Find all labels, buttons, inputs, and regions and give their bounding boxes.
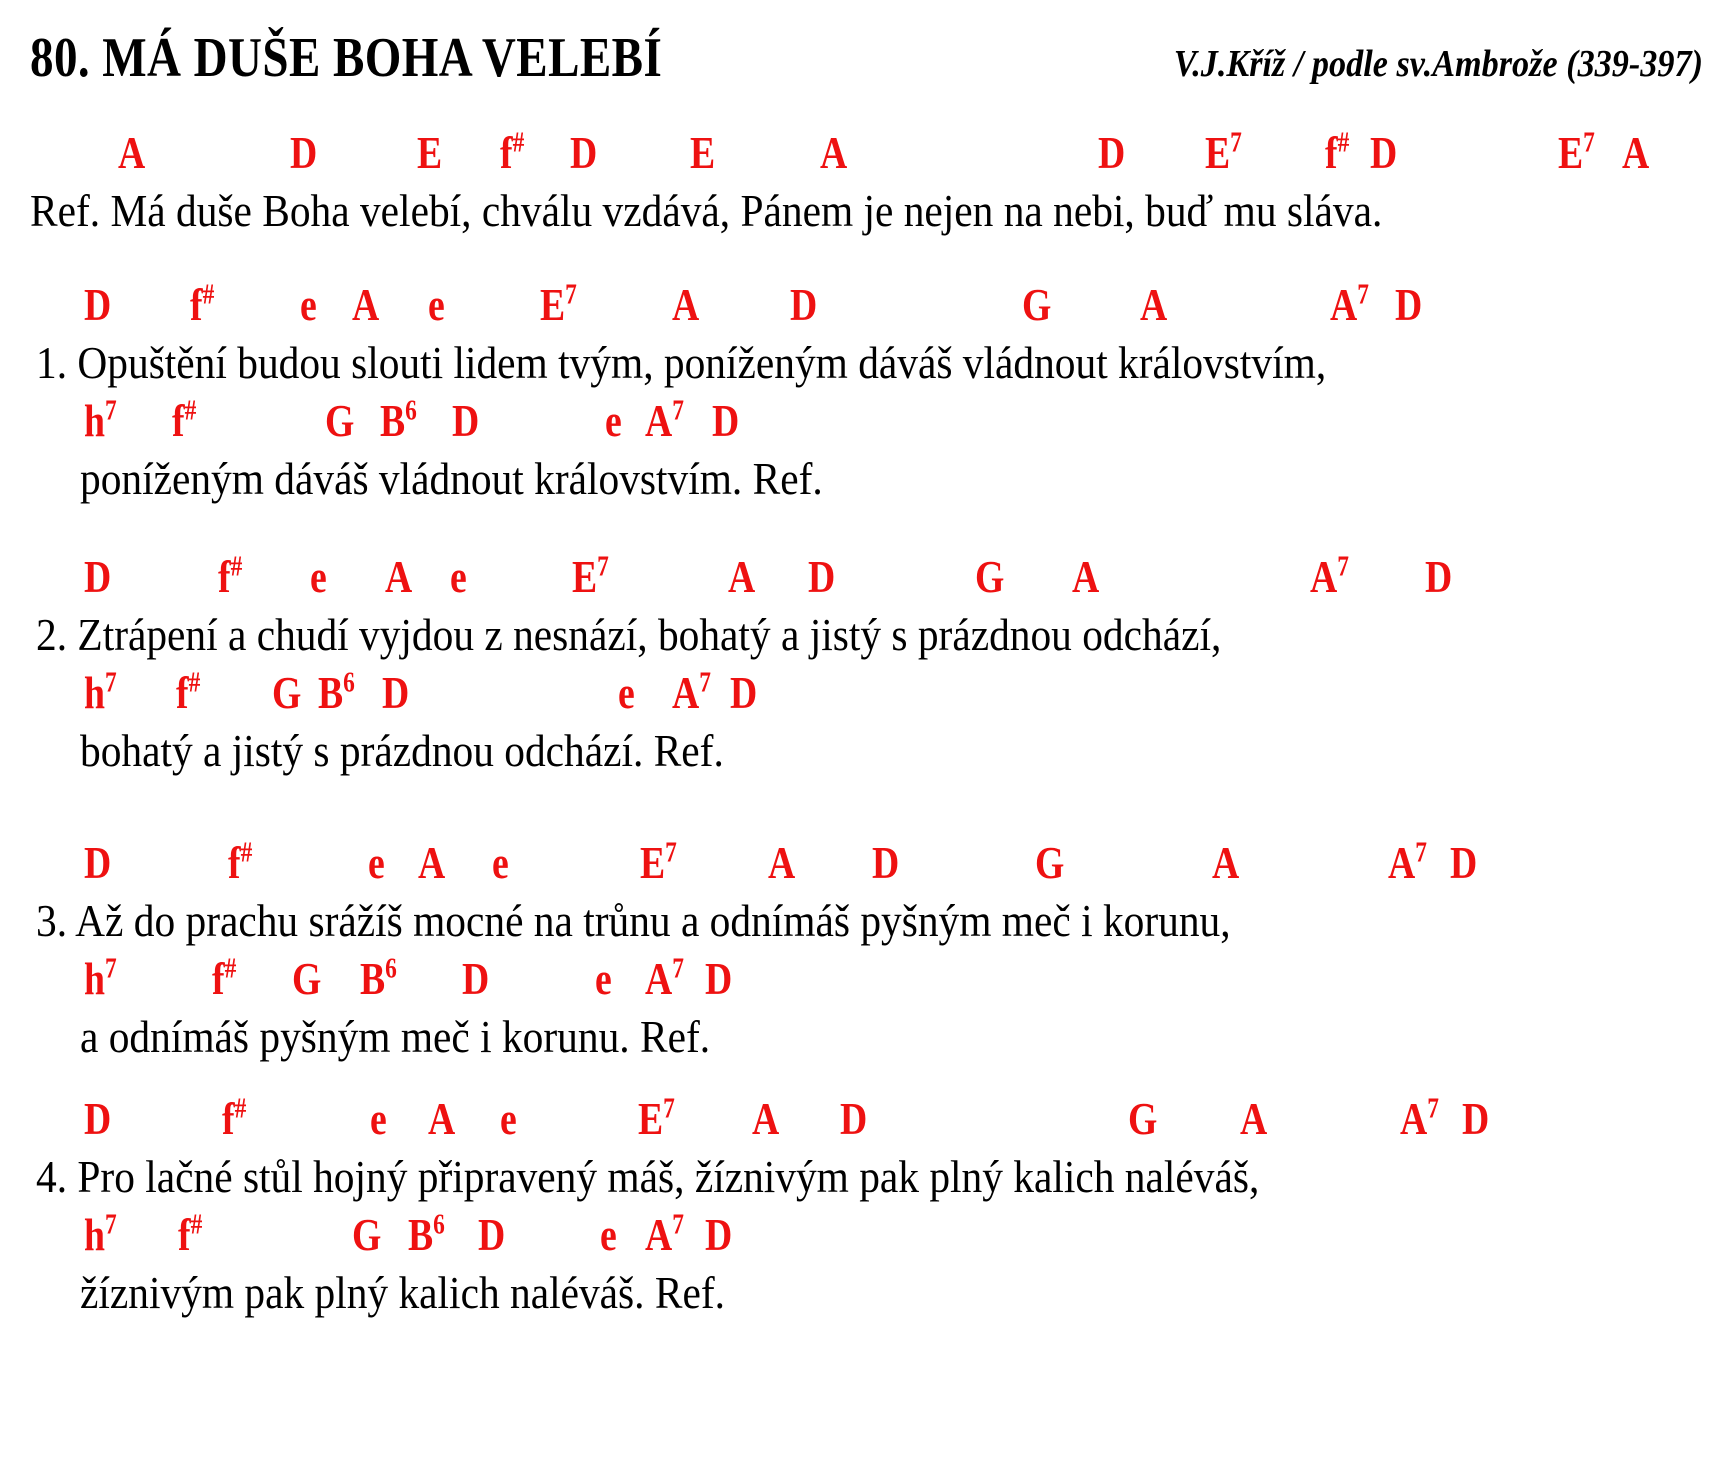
chord-extension: 7 [104,953,117,985]
chord-sharp-icon: # [240,837,253,869]
verse-1-b-chord-7 [712,395,740,446]
chord-sharp-icon: # [1337,127,1350,159]
verse-1-b-chord-1 [172,395,197,446]
verse-2-b-chord-1 [176,667,201,718]
verse-1-a-chord-11 [1395,279,1423,330]
chord-extension: 7 [1230,127,1242,159]
verse-3-a-chord-1 [228,837,253,888]
chord-root: f [172,395,185,446]
verse-1-a-chord-8 [1022,279,1052,330]
verse-1-a-chord-1 [190,279,215,330]
chord-extension: 7 [104,667,117,699]
chord-root: h [84,667,105,718]
verse-4-a-chord-9 [1240,1093,1268,1144]
chord-root: A [1240,1093,1268,1144]
chord-root: G [1022,279,1052,330]
verse-4-b-chord-6 [645,1209,684,1260]
verse-3-b-chord-3 [360,953,397,1004]
refrain-chord-6 [820,127,848,178]
verse-1-a-chord-4 [428,279,445,330]
verse-2-a-chord-8 [975,551,1005,602]
chord-root: D [840,1093,868,1144]
verse-1-a-chord-0 [84,279,112,330]
verse-3-a-chord-10 [1388,837,1427,888]
chord-root: E [540,279,566,330]
verse-4-lyric-line-a [0,1142,1733,1200]
refrain-chord-3 [500,127,525,178]
verse-3-a-chord-3 [418,837,446,888]
verse-1-a-chord-2 [300,279,317,330]
verse-4-block [0,1084,1733,1316]
verse-2-a-chord-11 [1425,551,1453,602]
verse-3-a-chord-5 [640,837,677,888]
verse-1-a-chord-10 [1330,279,1369,330]
chord-root: A [1622,127,1650,178]
chord-root: e [595,953,612,1004]
chord-extension: 7 [104,1209,117,1241]
chord-root: e [300,279,317,330]
chord-extension: 7 [1337,551,1349,583]
page-header [0,26,1733,96]
verse-2-a-chord-4 [450,551,467,602]
chord-root: G [1035,837,1065,888]
verse-4-a-chord-5 [638,1093,675,1144]
chord-root: A [428,1093,456,1144]
verse-1-a-chord-6 [672,279,700,330]
chord-extension: 6 [343,667,355,699]
chord-root: G [272,667,302,718]
chord-root: B [408,1209,434,1260]
chord-sharp-icon: # [230,551,243,583]
chord-extension: 6 [405,395,417,427]
verse-2-lyric-a: 2. Ztrápení a chudí vyjdou z nesnází, bohatý a jistý s prázdnou odchází, [36,609,1222,660]
chord-root: f [178,1209,191,1260]
verse-3-block [0,828,1733,1060]
verse-4-a-chord-2 [370,1093,387,1144]
verse-2-b-chord-6 [672,667,711,718]
verse-2-a-chord-10 [1310,551,1349,602]
chord-root: A [118,127,146,178]
chord-root: A [385,551,413,602]
chord-root: B [360,953,386,1004]
verse-3-chord-line-a [0,828,1733,886]
chord-root: D [1462,1093,1490,1144]
refrain-chord-5 [690,127,716,178]
chord-root: f [228,837,241,888]
attribution: V.J.Kříž / podle sv.Ambrože (339-397) [1173,43,1703,85]
verse-3-a-chord-9 [1212,837,1240,888]
verse-4-b-chord-3 [408,1209,445,1260]
chord-sharp-icon: # [224,953,237,985]
verse-2-b-chord-2 [272,667,302,718]
verse-3-lyric-b: a odnímáš pyšným meč i korunu. Ref. [80,1011,711,1062]
verse-4-a-chord-8 [1128,1093,1158,1144]
refrain-chord-4 [570,127,598,178]
chord-root: D [84,837,112,888]
verse-1-b-chord-5 [605,395,622,446]
chord-root: A [418,837,446,888]
refrain-chord-7 [1098,127,1126,178]
verse-3-b-chord-2 [292,953,322,1004]
chord-root: D [872,837,900,888]
verse-1-b-chord-4 [452,395,480,446]
chord-root: A [1330,279,1358,330]
chord-root: h [84,953,105,1004]
verse-4-a-chord-7 [840,1093,868,1144]
chord-root: D [290,127,318,178]
chord-root: D [705,953,733,1004]
refrain-chord-8 [1205,127,1242,178]
chord-extension: 7 [1357,279,1369,311]
chord-root: A [728,551,756,602]
verse-1-a-chord-9 [1140,279,1168,330]
chord-root: E [417,127,443,178]
verse-4-a-chord-6 [752,1093,780,1144]
verse-3-a-chord-4 [492,837,509,888]
chord-root: B [380,395,406,446]
verse-1-b-chord-3 [380,395,417,446]
chord-sharp-icon: # [190,1209,203,1241]
chord-sharp-icon: # [202,279,215,311]
chord-root: D [1450,837,1478,888]
verse-4-a-chord-0 [84,1093,112,1144]
verse-3-chord-line-b [0,944,1733,1002]
chord-root: E [1558,127,1584,178]
refrain-chord-1 [290,127,318,178]
verse-1-b-chord-6 [645,395,684,446]
verse-2-a-chord-3 [385,551,413,602]
verse-2-lyric-b: bohatý a jistý s prázdnou odchází. Ref. [80,725,724,776]
chord-root: A [672,667,700,718]
verse-3-lyric-line-b [0,1002,1733,1060]
chord-root: A [1388,837,1416,888]
chord-root: G [975,551,1005,602]
verse-3-a-chord-2 [368,837,385,888]
chord-sharp-icon: # [184,395,197,427]
verse-3-b-chord-1 [212,953,237,1004]
chord-root: G [292,953,322,1004]
chord-root: D [1395,279,1423,330]
refrain-lyric-line [0,176,1733,234]
chord-root: h [84,395,105,446]
verse-1-a-chord-3 [352,279,380,330]
verse-4-lyric-a: 4. Pro lačné stůl hojný připravený máš, žíznivým pak plný kalich naléváš, [36,1151,1260,1202]
refrain-chord-2 [417,127,443,178]
verse-4-lyric-line-b [0,1258,1733,1316]
verse-1-a-chord-5 [540,279,577,330]
chord-extension: 7 [1583,127,1595,159]
chord-root: D [730,667,758,718]
verse-2-a-chord-2 [310,551,327,602]
refrain-lyric: Ref. Má duše Boha velebí, chválu vzdává, Pánem je nejen na nebi, buď mu sláva. [30,185,1383,236]
verse-3-b-chord-4 [462,953,490,1004]
chord-root: D [1370,127,1398,178]
chord-extension: 7 [597,551,609,583]
refrain-chord-12 [1622,127,1650,178]
chord-root: e [450,551,467,602]
verse-1-b-chord-2 [325,395,355,446]
verse-3-a-chord-8 [1035,837,1065,888]
chord-root: A [645,395,673,446]
chord-root: D [712,395,740,446]
verse-4-b-chord-7 [705,1209,733,1260]
verse-4-a-chord-3 [428,1093,456,1144]
chord-root: e [618,667,635,718]
verse-2-a-chord-1 [218,551,243,602]
chord-root: f [500,127,513,178]
chord-extension: 7 [663,1093,675,1125]
chord-root: D [478,1209,506,1260]
verse-2-chord-line-a [0,542,1733,600]
chord-root: e [428,279,445,330]
chord-root: e [492,837,509,888]
chord-extension: 7 [565,279,577,311]
chord-extension: 7 [672,1209,684,1241]
verse-3-a-chord-7 [872,837,900,888]
chord-root: A [672,279,700,330]
verse-4-chord-line-a [0,1084,1733,1142]
verse-2-lyric-line-b [0,716,1733,774]
verse-4-b-chord-1 [178,1209,203,1260]
chord-root: A [820,127,848,178]
verse-1-lyric-a: 1. Opuštění budou slouti lidem tvým, poníženým dáváš vládnout královstvím, [36,337,1327,388]
chord-root: A [645,953,673,1004]
verse-3-a-chord-11 [1450,837,1478,888]
verse-2-b-chord-5 [618,667,635,718]
verse-4-a-chord-11 [1462,1093,1490,1144]
chord-root: e [605,395,622,446]
chord-root: B [318,667,344,718]
refrain-chord-10 [1370,127,1398,178]
page-title: 80. MÁ DUŠE BOHA VELEBÍ [30,27,663,89]
chord-sharp-icon: # [512,127,525,159]
chord-extension: 7 [665,837,677,869]
verse-4-lyric-b: žíznivým pak plný kalich naléváš. Ref. [80,1267,725,1318]
chord-root: f [1325,127,1338,178]
chord-root: A [1400,1093,1428,1144]
chord-root: E [1205,127,1231,178]
refrain-block [0,118,1733,234]
chord-root: f [222,1093,235,1144]
chord-root: f [218,551,231,602]
chord-root: e [500,1093,517,1144]
verse-3-lyric-a: 3. Až do prachu srážíš mocné na trůnu a odnímáš pyšným meč i korunu, [36,895,1231,946]
chord-extension: 7 [104,395,117,427]
chord-root: A [1072,551,1100,602]
verse-4-b-chord-5 [600,1209,617,1260]
chord-root: G [352,1209,382,1260]
verse-3-a-chord-6 [768,837,796,888]
verse-1-a-chord-7 [790,279,818,330]
chord-root: D [570,127,598,178]
verse-1-block [0,270,1733,502]
verse-2-block [0,542,1733,774]
chord-root: D [84,279,112,330]
chord-extension: 7 [1427,1093,1439,1125]
refrain-chord-0 [118,127,146,178]
verse-3-b-chord-6 [645,953,684,1004]
verse-4-b-chord-2 [352,1209,382,1260]
chord-root: A [1212,837,1240,888]
chord-root: G [325,395,355,446]
chord-root: E [572,551,598,602]
verse-2-b-chord-3 [318,667,355,718]
chord-root: A [752,1093,780,1144]
chord-root: D [790,279,818,330]
verse-4-a-chord-10 [1400,1093,1439,1144]
chord-root: D [382,667,410,718]
chord-root: e [600,1209,617,1260]
verse-2-chord-line-b [0,658,1733,716]
chord-root: f [190,279,203,330]
chord-extension: 6 [385,953,397,985]
verse-3-b-chord-0 [84,953,117,1004]
verse-1-lyric-line-b [0,444,1733,502]
chord-root: E [640,837,666,888]
chord-root: f [176,667,189,718]
chord-root: e [368,837,385,888]
chord-root: D [462,953,490,1004]
verse-2-lyric-line-a [0,600,1733,658]
refrain-chord-9 [1325,127,1350,178]
verse-1-lyric-line-a [0,328,1733,386]
chord-root: e [310,551,327,602]
chord-root: G [1128,1093,1158,1144]
chord-root: D [1098,127,1126,178]
chord-root: D [808,551,836,602]
chord-root: D [84,1093,112,1144]
verse-4-b-chord-4 [478,1209,506,1260]
chord-sharp-icon: # [188,667,201,699]
chord-root: D [705,1209,733,1260]
chord-extension: 7 [699,667,711,699]
chord-root: h [84,1209,105,1260]
chord-root: A [768,837,796,888]
chord-root: e [370,1093,387,1144]
verse-3-b-chord-7 [705,953,733,1004]
refrain-chord-11 [1558,127,1595,178]
chord-root: A [645,1209,673,1260]
chord-extension: 7 [672,953,684,985]
chord-root: D [452,395,480,446]
verse-2-a-chord-9 [1072,551,1100,602]
verse-1-b-chord-0 [84,395,117,446]
chord-extension: 6 [433,1209,445,1241]
chord-sharp-icon: # [234,1093,247,1125]
chord-root: E [690,127,716,178]
verse-2-a-chord-0 [84,551,112,602]
verse-4-a-chord-1 [222,1093,247,1144]
verse-2-a-chord-7 [808,551,836,602]
chord-root: f [212,953,225,1004]
verse-2-a-chord-5 [572,551,609,602]
chord-root: A [352,279,380,330]
verse-1-lyric-b: poníženým dáváš vládnout královstvím. Ref. [80,453,823,504]
chord-extension: 7 [1415,837,1427,869]
verse-2-b-chord-7 [730,667,758,718]
verse-3-lyric-line-a [0,886,1733,944]
verse-1-chord-line-a [0,270,1733,328]
chord-root: D [84,551,112,602]
verse-1-chord-line-b [0,386,1733,444]
verse-4-chord-line-b [0,1200,1733,1258]
chord-root: E [638,1093,664,1144]
verse-3-b-chord-5 [595,953,612,1004]
verse-2-b-chord-4 [382,667,410,718]
chord-root: D [1425,551,1453,602]
verse-2-b-chord-0 [84,667,117,718]
verse-3-a-chord-0 [84,837,112,888]
chord-root: A [1140,279,1168,330]
chord-root: A [1310,551,1338,602]
verse-2-a-chord-6 [728,551,756,602]
verse-4-a-chord-4 [500,1093,517,1144]
refrain-chord-line [0,118,1733,176]
verse-4-b-chord-0 [84,1209,117,1260]
chord-extension: 7 [672,395,684,427]
